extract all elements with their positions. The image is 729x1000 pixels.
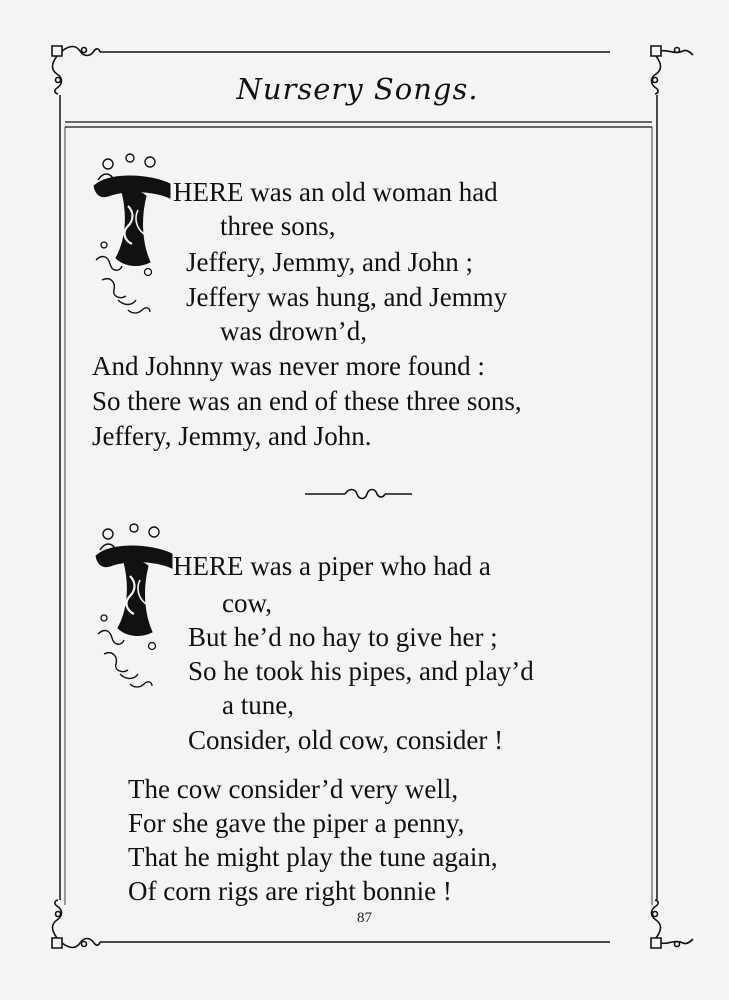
- poem-1-line: And Johnny was never more found :: [92, 351, 485, 381]
- illuminated-dropcap-1: [88, 150, 173, 320]
- poem-1-line: Jeffery, Jemmy, and John.: [92, 421, 372, 451]
- corner-ornament-top-right: [651, 46, 693, 94]
- poem-1-line: Jeffery, Jemmy, and John ;: [186, 247, 473, 277]
- flourish-divider: [305, 490, 412, 499]
- illuminated-dropcap-2: [90, 522, 175, 692]
- poem-2-line: a tune,: [222, 690, 294, 720]
- poem-1-line: Jeffery was hung, and Jemmy: [186, 282, 508, 312]
- poem-1-line: HERE was an old woman had: [173, 177, 498, 207]
- poem-1-line: So there was an end of these three sons,: [92, 386, 522, 416]
- poem-1-line: was drown’d,: [220, 316, 367, 346]
- poem-1-line: three sons,: [220, 211, 336, 241]
- poem-2-line: HERE was a piper who had a: [173, 551, 491, 581]
- poem-2-line: That he might play the tune again,: [128, 842, 498, 872]
- poem-2-line: So he took his pipes, and play’d: [188, 656, 534, 686]
- poem-2-line: The cow consider’d very well,: [128, 774, 459, 804]
- running-head: Nursery Songs.: [236, 72, 479, 106]
- poem-2-line: cow,: [222, 588, 272, 618]
- poem-2-line: Of corn rigs are right bonnie !: [128, 876, 452, 906]
- poem-2-line: But he’d no hay to give her ;: [188, 622, 498, 652]
- poem-2-line: Consider, old cow, consider !: [188, 725, 504, 755]
- page-number: 87: [357, 910, 372, 926]
- poem-2-line: For she gave the piper a penny,: [128, 808, 465, 838]
